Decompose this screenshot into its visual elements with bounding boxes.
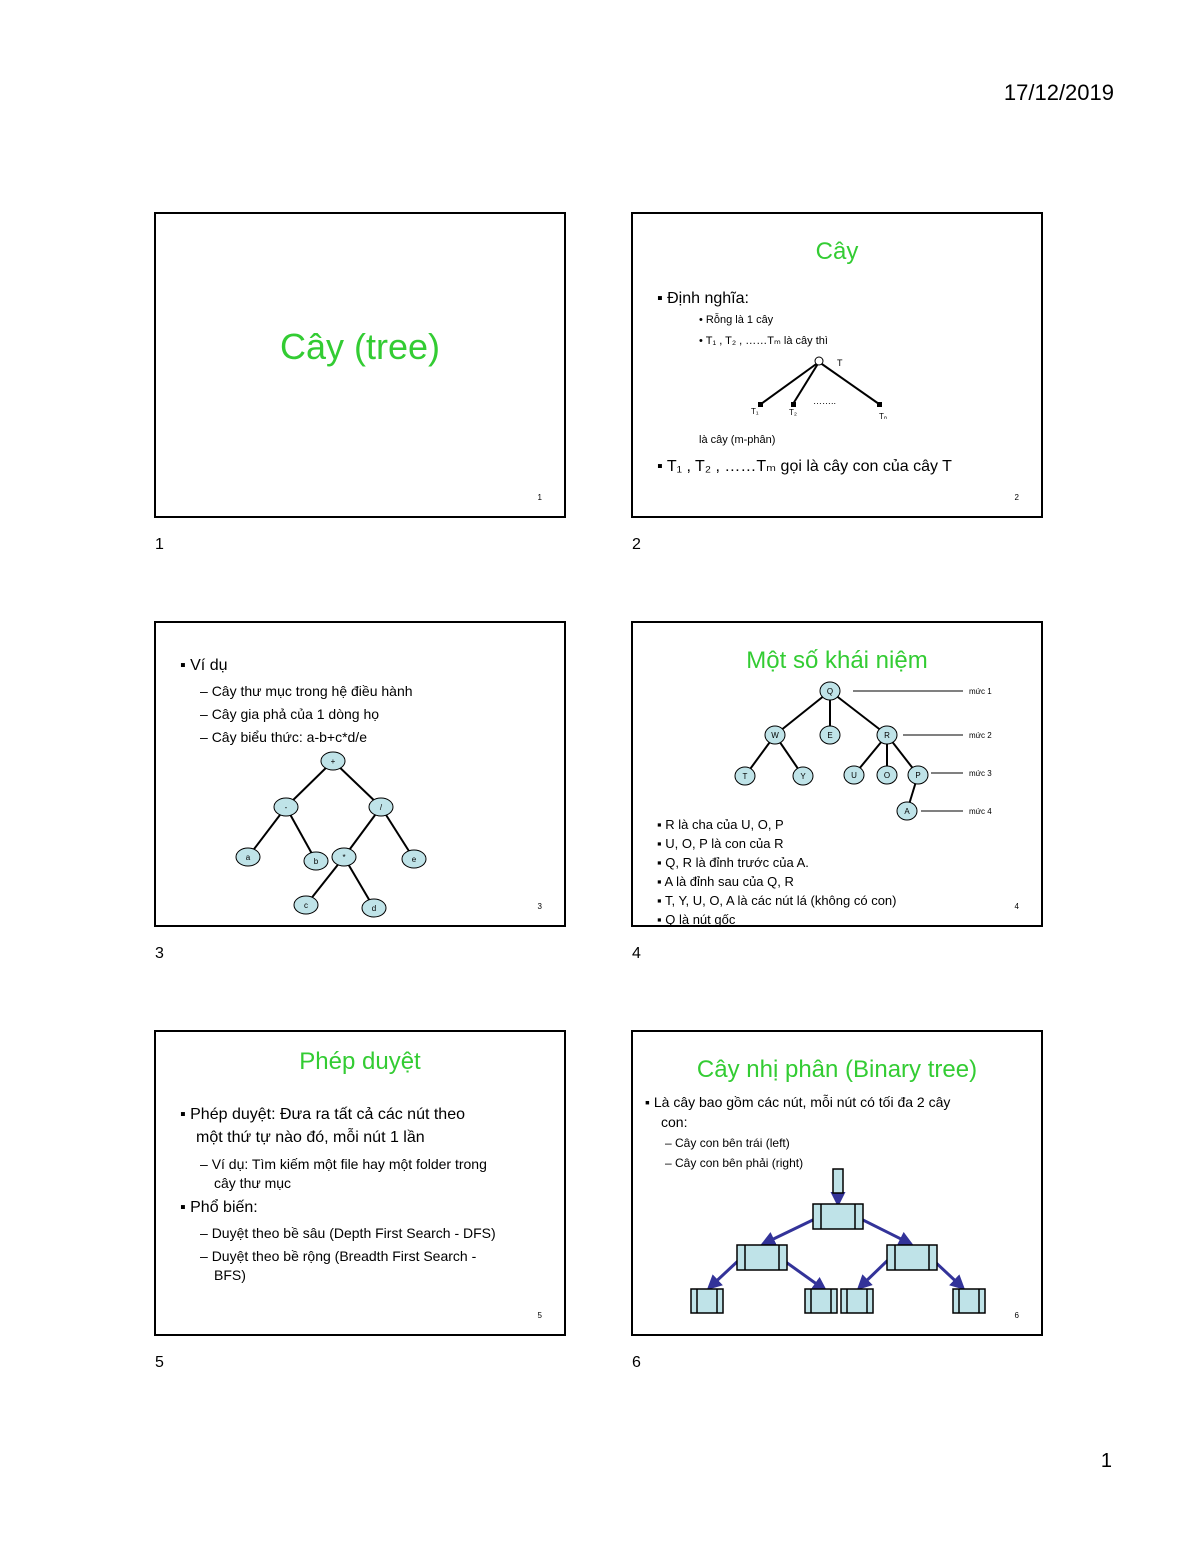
node-w: W xyxy=(771,731,779,740)
item-text: Cây thư mục trong hệ điều hành xyxy=(211,683,413,699)
child-2-label: T₂ xyxy=(789,408,797,417)
slide-2 xyxy=(631,212,1043,518)
slide-2-bullet-2: ▪ T₁ , T₂ , ……Tₘ gọi là cây con của cây T xyxy=(657,458,952,475)
slide-5-sub-1: – Ví dụ: Tìm kiếm một file hay một folder trong xyxy=(200,1156,487,1172)
sub-text: Ví dụ: Tìm kiếm một file hay một folder trong xyxy=(211,1156,487,1172)
slide-4-title: Một số khái niệm xyxy=(746,647,928,674)
bullet-text: T₁ , T₂ , ……Tₘ gọi là cây con của cây T xyxy=(666,458,952,475)
slide-6-sub-2: – Cây con bên phải (right) xyxy=(665,1156,804,1170)
slide-1 xyxy=(154,212,566,518)
document-date: 17/12/2019 xyxy=(1003,80,1114,105)
node-y: Y xyxy=(800,772,806,781)
node-divide: / xyxy=(379,803,383,812)
node-r: R xyxy=(884,731,890,740)
child-1-label: T₁ xyxy=(751,407,759,416)
node-plus: + xyxy=(330,757,336,766)
slide-4-caption: 4 xyxy=(632,945,641,962)
sub-text: Cây con bên trái (left) xyxy=(675,1136,790,1150)
slide-5-sub-3: – Duyệt theo bề rộng (Breadth First Search - xyxy=(200,1248,477,1264)
dots-label: …….. xyxy=(813,396,837,406)
node-e: e xyxy=(411,855,417,864)
node-times: * xyxy=(342,853,346,862)
slide-5-sub-1-cont: cây thư mục xyxy=(214,1175,292,1191)
slide-2-sub-2: • T₁ , T₂ , ……Tₘ là cây thì xyxy=(699,335,828,347)
item-text: Cây gia phả của 1 dòng họ xyxy=(211,706,380,722)
slide-4-bullet-4: ▪ A là đỉnh sau của Q, R xyxy=(657,874,794,889)
slide-2-sub-1: • Rỗng là 1 cây xyxy=(699,314,774,326)
slide-5-sub-2: – Duyệt theo bề sâu (Depth First Search - DFS) xyxy=(200,1225,496,1241)
bullet-text: Định nghĩa: xyxy=(667,290,749,307)
slide-5-bullet-1: ▪ Phép duyệt: Đưa ra tất cả các nút theo xyxy=(180,1106,465,1123)
slide-5-title: Phép duyệt xyxy=(299,1048,421,1075)
node-p: P xyxy=(915,771,921,780)
slide-6-caption: 6 xyxy=(632,1354,641,1371)
slide-2-note: là cây (m-phân) xyxy=(699,434,776,446)
slide-4-number: 4 xyxy=(1014,902,1019,911)
slide-4-bullet-3: ▪ Q, R là đỉnh trước của A. xyxy=(657,855,809,870)
bullet-text: A là đỉnh sau của Q, R xyxy=(664,874,794,889)
node-c: c xyxy=(304,901,308,910)
binary-tree-diagram xyxy=(633,1032,1045,1338)
slide-5-number: 5 xyxy=(537,1311,542,1320)
level-4-label: mức 4 xyxy=(969,807,992,816)
slide-4 xyxy=(631,621,1043,927)
slide-1-caption: 1 xyxy=(155,536,164,553)
node-a: a xyxy=(245,853,251,862)
node-t: T xyxy=(742,772,748,781)
slide-2-number: 2 xyxy=(1014,493,1019,502)
slide-4-bullet-5: ▪ T, Y, U, O, A là các nút lá (không có con) xyxy=(657,893,897,908)
level-3-label: mức 3 xyxy=(969,769,992,778)
sub-text: Cây con bên phải (right) xyxy=(675,1156,804,1170)
slide-3-caption: 3 xyxy=(155,945,164,962)
slide-2-bullet-1: ▪ Định nghĩa: xyxy=(657,290,749,307)
bullet-text: Phổ biến: xyxy=(190,1199,258,1216)
slide-2-caption: 2 xyxy=(632,536,641,553)
slide-6 xyxy=(631,1030,1043,1336)
bullet-text: Là cây bao gồm các nút, mỗi nút có tối đa 2 cây xyxy=(653,1094,951,1110)
slide-5-bullet-2: ▪ Phổ biến: xyxy=(180,1199,258,1216)
bullet-text: R là cha của U, O, P xyxy=(665,817,784,832)
child-n-label: Tₙ xyxy=(879,412,888,421)
page-number: 1 xyxy=(1100,1450,1112,1472)
slide-5-bullet-1-cont: một thứ tự nào đó, mỗi nút 1 lần xyxy=(196,1129,425,1146)
bullet-text: Q là nút gốc xyxy=(665,912,736,927)
slide-5-caption: 5 xyxy=(155,1354,164,1371)
item-text: Cây biểu thức: a-b+c*d/e xyxy=(211,729,367,745)
node-e: E xyxy=(827,731,833,740)
sub-text: Duyệt theo bề rộng (Breadth First Search - xyxy=(211,1248,477,1264)
slide-6-bullet-1: ▪ Là cây bao gồm các nút, mỗi nút có tối đa 2 cây xyxy=(645,1094,951,1110)
node-a: A xyxy=(904,807,910,816)
slide-6-sub-1: – Cây con bên trái (left) xyxy=(665,1136,790,1150)
slide-3-item-1: – Cây thư mục trong hệ điều hành xyxy=(200,683,413,699)
slide-5-sub-3-cont: BFS) xyxy=(214,1267,246,1283)
bullet-text: T, Y, U, O, A là các nút lá (không có con) xyxy=(665,893,897,908)
node-b: b xyxy=(313,857,319,866)
sub-text: Duyệt theo bề sâu (Depth First Search - DFS) xyxy=(211,1225,496,1241)
slide-3 xyxy=(154,621,566,927)
slide-6-title: Cây nhị phân (Binary tree) xyxy=(696,1056,978,1083)
slide-1-title: Cây (tree) xyxy=(279,326,441,367)
node-o: O xyxy=(883,771,891,780)
slide-1-number: 1 xyxy=(537,493,542,502)
bullet-text: Ví dụ xyxy=(190,657,228,674)
node-u: U xyxy=(851,771,857,780)
level-2-label: mức 2 xyxy=(969,731,992,740)
node-minus: - xyxy=(284,803,288,812)
bullet-text: U, O, P là con của R xyxy=(665,836,784,851)
slide-4-bullet-6: ▪ Q là nút gốc xyxy=(657,912,736,927)
sub-text: T₁ , T₂ , ……Tₘ là cây thì xyxy=(705,335,828,347)
slide-3-item-2: – Cây gia phả của 1 dòng họ xyxy=(200,706,380,722)
bullet-text: Phép duyệt: Đưa ra tất cả các nút theo xyxy=(190,1106,465,1123)
root-label: T xyxy=(837,358,843,368)
slide-3-number: 3 xyxy=(537,902,542,911)
slide-5 xyxy=(154,1030,566,1336)
slide-4-bullet-2: ▪ U, O, P là con của R xyxy=(657,836,784,851)
expression-tree-diagram xyxy=(156,623,568,929)
slide-6-number: 6 xyxy=(1014,1311,1019,1320)
slide-3-item-3: – Cây biểu thức: a-b+c*d/e xyxy=(200,729,367,745)
sub-text: Rỗng là 1 cây xyxy=(705,314,774,326)
slide-3-bullet: ▪ Ví dụ xyxy=(180,657,228,674)
node-d: d xyxy=(371,904,377,913)
bullet-text: Q, R là đỉnh trước của A. xyxy=(665,855,809,870)
node-q: Q xyxy=(826,687,834,696)
slide-2-title: Cây xyxy=(815,238,859,265)
level-1-label: mức 1 xyxy=(969,687,992,696)
slide-4-bullet-1: ▪ R là cha của U, O, P xyxy=(657,817,784,832)
slide-6-bullet-1-cont: con: xyxy=(661,1114,688,1130)
